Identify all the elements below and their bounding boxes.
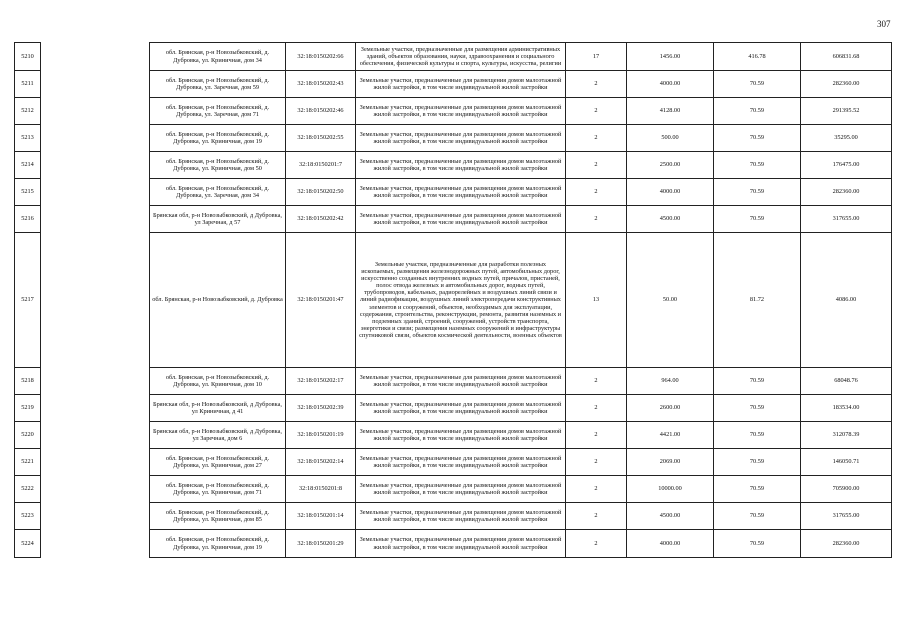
row-number-cell: 5223 (15, 503, 41, 530)
row-number-cell: 5220 (15, 422, 41, 449)
cadastral-number-cell: 32:18:0150202:39 (286, 395, 356, 422)
row-number-cell: 5224 (15, 530, 41, 558)
address-cell: обл. Брянская, р-н Новозыбковский, д. Дубровка, ул. Криничная, дом 10 (150, 368, 286, 395)
row-number-cell: 5219 (15, 395, 41, 422)
cadastral-number-cell: 32:18:0150202:66 (286, 43, 356, 71)
specific-value-cell: 70.59 (714, 98, 801, 125)
specific-value-cell: 70.59 (714, 530, 801, 558)
gap-cell (41, 179, 150, 206)
use-group-code-cell: 2 (566, 71, 627, 98)
gap-cell (41, 395, 150, 422)
table-row (15, 395, 892, 422)
table-row (15, 179, 892, 206)
table-row (15, 476, 892, 503)
row-number-cell: 5217 (15, 233, 41, 368)
cadastral-number-cell: 32:18:0150202:50 (286, 179, 356, 206)
table-row (15, 206, 892, 233)
cadastral-value-cell: 282360.00 (801, 530, 892, 558)
specific-value-cell: 70.59 (714, 476, 801, 503)
gap-cell (41, 368, 150, 395)
specific-value-cell: 70.59 (714, 503, 801, 530)
use-group-code-cell: 2 (566, 368, 627, 395)
table-row (15, 503, 892, 530)
address-cell: обл. Брянская, р-н Новозыбковский, д. Дубровка, ул. Криничная, дом 19 (150, 125, 286, 152)
area-cell: 2500.00 (627, 152, 714, 179)
gap-cell (41, 530, 150, 558)
address-cell: обл. Брянская, р-н Новозыбковский, д. Дубровка, ул. Криничная, дом 19 (150, 530, 286, 558)
row-number-cell: 5211 (15, 71, 41, 98)
cadastral-number-cell: 32:18:0150201:7 (286, 152, 356, 179)
address-cell: обл. Брянская, р-н Новозыбковский, д. Дубровка, ул. Заречная, дом 34 (150, 179, 286, 206)
cadastral-number-cell: 32:18:0150202:14 (286, 449, 356, 476)
table-row (15, 449, 892, 476)
area-cell: 4500.00 (627, 206, 714, 233)
cadastral-value-cell: 176475.00 (801, 152, 892, 179)
gap-cell (41, 43, 150, 71)
gap-cell (41, 476, 150, 503)
row-number-cell: 5222 (15, 476, 41, 503)
cadastral-number-cell: 32:18:0150201:14 (286, 503, 356, 530)
address-cell: Брянская обл, р-н Новозыбковский, д Дубровка, ул Заречная, дом 6 (150, 422, 286, 449)
use-group-code-cell: 2 (566, 206, 627, 233)
land-use-cell: Земельные участки, предназначенные для размещения домов малоэтажной жилой застройки, в том числе индивидуальной жилой застройки (356, 179, 566, 206)
table-row (15, 368, 892, 395)
specific-value-cell: 70.59 (714, 395, 801, 422)
land-use-cell: Земельные участки, предназначенные для размещения домов малоэтажной жилой застройки, в том числе индивидуальной жилой застройки (356, 476, 566, 503)
cadastral-number-cell: 32:18:0150201:29 (286, 530, 356, 558)
cadastral-value-table (14, 42, 892, 558)
use-group-code-cell: 2 (566, 179, 627, 206)
row-number-cell: 5210 (15, 43, 41, 71)
land-use-cell: Земельные участки, предназначенные для размещения домов малоэтажной жилой застройки, в том числе индивидуальной жилой застройки (356, 125, 566, 152)
table-row (15, 530, 892, 558)
use-group-code-cell: 2 (566, 98, 627, 125)
row-number-cell: 5214 (15, 152, 41, 179)
table-row (15, 152, 892, 179)
specific-value-cell: 70.59 (714, 422, 801, 449)
table-row (15, 125, 892, 152)
address-cell: обл. Брянская, р-н Новозыбковский, д. Дубровка (150, 233, 286, 368)
gap-cell (41, 71, 150, 98)
address-cell: обл. Брянская, р-н Новозыбковский, д. Дубровка, ул. Криничная, дом 85 (150, 503, 286, 530)
cadastral-number-cell: 32:18:0150202:42 (286, 206, 356, 233)
gap-cell (41, 503, 150, 530)
use-group-code-cell: 2 (566, 152, 627, 179)
cadastral-value-cell: 183534.00 (801, 395, 892, 422)
row-number-cell: 5221 (15, 449, 41, 476)
area-cell: 4000.00 (627, 71, 714, 98)
table-row (15, 98, 892, 125)
area-cell: 4421.00 (627, 422, 714, 449)
use-group-code-cell: 13 (566, 233, 627, 368)
cadastral-number-cell: 32:18:0150202:43 (286, 71, 356, 98)
specific-value-cell: 416.78 (714, 43, 801, 71)
area-cell: 2069.00 (627, 449, 714, 476)
area-cell: 4128.00 (627, 98, 714, 125)
area-cell: 4500.00 (627, 503, 714, 530)
area-cell: 500.00 (627, 125, 714, 152)
address-cell: обл. Брянская, р-н Новозыбковский, д. Дубровка, ул. Криничная, дом 34 (150, 43, 286, 71)
cadastral-value-cell: 705900.00 (801, 476, 892, 503)
area-cell: 2600.00 (627, 395, 714, 422)
land-use-cell: Земельные участки, предназначенные для размещения домов малоэтажной жилой застройки, в том числе индивидуальной жилой застройки (356, 395, 566, 422)
cadastral-number-cell: 32:18:0150202:17 (286, 368, 356, 395)
row-number-cell: 5218 (15, 368, 41, 395)
gap-cell (41, 449, 150, 476)
land-use-cell: Земельные участки, предназначенные для размещения домов малоэтажной жилой застройки, в том числе индивидуальной жилой застройки (356, 368, 566, 395)
use-group-code-cell: 2 (566, 503, 627, 530)
area-cell: 4000.00 (627, 530, 714, 558)
address-cell: Брянская обл, р-н Новозыбковский, д Дубровка, ул Криничная, д 41 (150, 395, 286, 422)
table-row (15, 71, 892, 98)
cadastral-value-cell: 606831.68 (801, 43, 892, 71)
land-use-cell: Земельные участки, предназначенные для размещения домов малоэтажной жилой застройки, в том числе индивидуальной жилой застройки (356, 206, 566, 233)
row-number-cell: 5215 (15, 179, 41, 206)
cadastral-value-cell: 282360.00 (801, 179, 892, 206)
cadastral-value-cell: 282360.00 (801, 71, 892, 98)
land-use-cell: Земельные участки, предназначенные для размещения домов малоэтажной жилой застройки, в том числе индивидуальной жилой застройки (356, 422, 566, 449)
gap-cell (41, 422, 150, 449)
cadastral-value-cell: 312078.39 (801, 422, 892, 449)
land-use-cell: Земельные участки, предназначенные для размещения домов малоэтажной жилой застройки, в том числе индивидуальной жилой застройки (356, 530, 566, 558)
specific-value-cell: 70.59 (714, 125, 801, 152)
area-cell: 10000.00 (627, 476, 714, 503)
cadastral-number-cell: 32:18:0150201:19 (286, 422, 356, 449)
specific-value-cell: 81.72 (714, 233, 801, 368)
land-use-cell: Земельные участки, предназначенные для размещения домов малоэтажной жилой застройки, в том числе индивидуальной жилой застройки (356, 71, 566, 98)
cadastral-value-cell: 317655.00 (801, 503, 892, 530)
specific-value-cell: 70.59 (714, 449, 801, 476)
specific-value-cell: 70.59 (714, 179, 801, 206)
gap-cell (41, 152, 150, 179)
address-cell: обл. Брянская, р-н Новозыбковский, д. Дубровка, ул. Криничная, дом 27 (150, 449, 286, 476)
use-group-code-cell: 2 (566, 125, 627, 152)
land-use-cell: Земельные участки, предназначенные для размещения домов малоэтажной жилой застройки, в том числе индивидуальной жилой застройки (356, 152, 566, 179)
land-use-cell: Земельные участки, предназначенные для размещения домов малоэтажной жилой застройки, в том числе индивидуальной жилой застройки (356, 449, 566, 476)
area-cell: 4000.00 (627, 179, 714, 206)
use-group-code-cell: 2 (566, 422, 627, 449)
land-use-cell: Земельные участки, предназначенные для размещения домов малоэтажной жилой застройки, в том числе индивидуальной жилой застройки (356, 98, 566, 125)
use-group-code-cell: 2 (566, 530, 627, 558)
table-row (15, 233, 892, 368)
cadastral-value-cell: 317655.00 (801, 206, 892, 233)
specific-value-cell: 70.59 (714, 71, 801, 98)
row-number-cell: 5213 (15, 125, 41, 152)
cadastral-value-cell: 68048.76 (801, 368, 892, 395)
cadastral-value-cell: 4086.00 (801, 233, 892, 368)
use-group-code-cell: 2 (566, 449, 627, 476)
area-cell: 50.00 (627, 233, 714, 368)
land-use-cell: Земельные участки, предназначенные для размещения административных зданий, объектов образования, науки, здравоохранения и социального обеспечения, физической культуры и спорта, культуры, искусства, религии (356, 43, 566, 71)
row-number-cell: 5212 (15, 98, 41, 125)
land-use-cell: Земельные участки, предназначенные для разработки полезных ископаемых, размещения железнодорожных путей, автомобильных дорог, искусственно созданных внутренних водных путей, причалов, пристаней, полос отвода железных и автомобильных дорог, водных путей, трубопроводов, кабельных, радиорелейных и воздушных линий связи и линий радиофикации, воздушных линий электропередачи конструктивных элементов и сооружений, объектов, необходимых для эксплуатации, содержания, строительства, реконструкции, ремонта, развития наземных и подземных зданий, строений, сооружений, устройств транспорта, энергетики и связи; размещения наземных сооружений и инфраструктуры спутниковой связи, объектов космической деятельности, военных объектов (356, 233, 566, 368)
cadastral-number-cell: 32:18:0150202:55 (286, 125, 356, 152)
table-row (15, 43, 892, 71)
address-cell: обл. Брянская, р-н Новозыбковский, д. Дубровка, ул. Заречная, дом 71 (150, 98, 286, 125)
gap-cell (41, 98, 150, 125)
address-cell: обл. Брянская, р-н Новозыбковский, д. Дубровка, ул. Криничная, дом 50 (150, 152, 286, 179)
gap-cell (41, 233, 150, 368)
use-group-code-cell: 2 (566, 476, 627, 503)
use-group-code-cell: 17 (566, 43, 627, 71)
use-group-code-cell: 2 (566, 395, 627, 422)
table-row (15, 422, 892, 449)
address-cell: Брянская обл, р-н Новозыбковский, д Дубровка, ул Заречная, д 57 (150, 206, 286, 233)
address-cell: обл. Брянская, р-н Новозыбковский, д. Дубровка, ул. Заречная, дом 59 (150, 71, 286, 98)
area-cell: 1456.00 (627, 43, 714, 71)
address-cell: обл. Брянская, р-н Новозыбковский, д. Дубровка, ул. Криничная, дом 71 (150, 476, 286, 503)
page-number: 307 (877, 19, 891, 29)
cadastral-value-cell: 291395.52 (801, 98, 892, 125)
specific-value-cell: 70.59 (714, 368, 801, 395)
row-number-cell: 5216 (15, 206, 41, 233)
land-use-cell: Земельные участки, предназначенные для размещения домов малоэтажной жилой застройки, в том числе индивидуальной жилой застройки (356, 503, 566, 530)
cadastral-number-cell: 32:18:0150202:46 (286, 98, 356, 125)
area-cell: 964.00 (627, 368, 714, 395)
specific-value-cell: 70.59 (714, 206, 801, 233)
cadastral-value-cell: 146050.71 (801, 449, 892, 476)
gap-cell (41, 206, 150, 233)
cadastral-number-cell: 32:18:0150201:47 (286, 233, 356, 368)
gap-cell (41, 125, 150, 152)
cadastral-number-cell: 32:18:0150201:8 (286, 476, 356, 503)
cadastral-value-cell: 35295.00 (801, 125, 892, 152)
specific-value-cell: 70.59 (714, 152, 801, 179)
